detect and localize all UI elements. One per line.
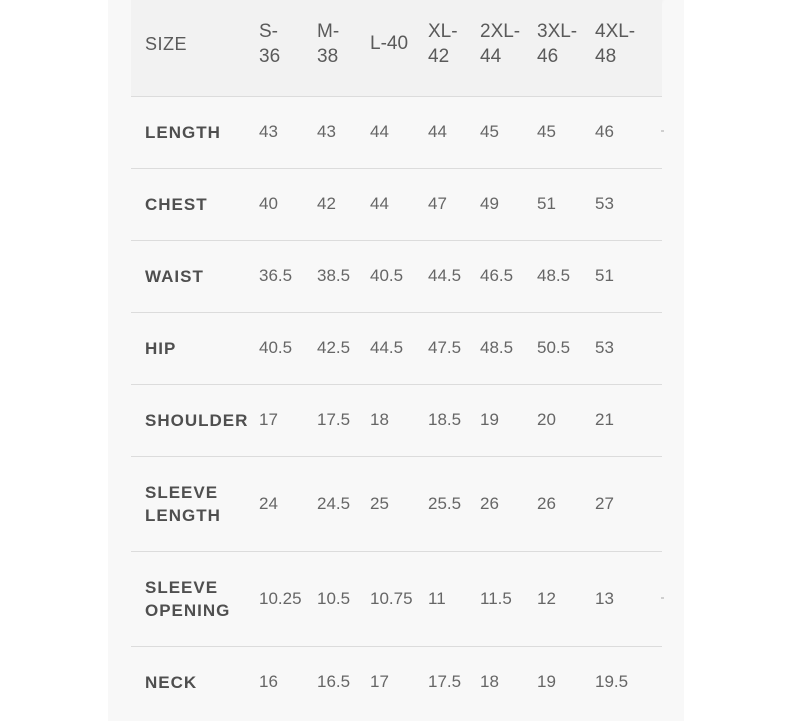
table-cell: 53	[595, 338, 614, 357]
table-cell: 44.5	[428, 266, 462, 285]
table-cell: 51	[537, 194, 556, 213]
column-header-2xl: 2XL- 44	[480, 20, 521, 67]
table-cell: 48.5	[537, 266, 571, 285]
table-cell: 12	[537, 588, 556, 608]
table-row-length	[131, 96, 662, 168]
table-cell: 26	[480, 493, 499, 513]
table-row-sleeve-length	[131, 456, 662, 551]
table-cell: 19	[537, 672, 556, 692]
table-cell: 45	[480, 122, 499, 141]
table-cell: 17.5	[317, 410, 351, 429]
table-row-waist	[131, 240, 662, 312]
column-header-m: M- 38	[317, 20, 340, 67]
table-cell: 26	[537, 493, 556, 513]
table-cell: 45	[537, 122, 556, 141]
table-cell: 43	[259, 122, 278, 141]
column-header-l: L-40	[370, 33, 409, 55]
table-cell: 48.5	[480, 338, 514, 357]
table-cell: 43	[317, 122, 336, 141]
table-cell: 38.5	[317, 266, 351, 285]
row-label: SLEEVE LENGTH	[145, 482, 221, 525]
table-cell: 10.5	[317, 588, 351, 608]
table-cell: 10.75	[370, 588, 413, 608]
table-cell: 25	[370, 493, 389, 513]
table-cell: 24.5	[317, 493, 351, 513]
table-row-neck	[131, 646, 662, 718]
table-cell: 44	[428, 122, 447, 141]
column-header-size: SIZE	[145, 34, 188, 55]
table-row-sleeve-opening	[131, 551, 662, 646]
table-cell: 53	[595, 194, 614, 213]
cut-off-column-mark	[661, 130, 664, 132]
column-header-4xl: 4XL- 48	[595, 20, 636, 67]
size-chart-table	[131, 0, 662, 718]
row-label: WAIST	[145, 266, 204, 286]
row-label: LENGTH	[145, 122, 221, 142]
table-cell: 17	[370, 672, 389, 692]
row-label: HIP	[145, 338, 177, 358]
table-cell: 36.5	[259, 266, 293, 285]
header-row	[131, 0, 662, 96]
table-cell: 42.5	[317, 338, 351, 357]
table-cell: 16.5	[317, 672, 351, 692]
row-label: CHEST	[145, 194, 208, 214]
table-cell: 10.25	[259, 588, 302, 608]
table-row-chest	[131, 168, 662, 240]
table-cell: 19.5	[595, 672, 629, 692]
table-cell: 46	[595, 122, 614, 141]
table-row-hip	[131, 312, 662, 384]
table-cell: 44	[370, 122, 389, 141]
table-cell: 19	[480, 410, 499, 429]
table-cell: 47	[428, 194, 447, 213]
table-cell: 18	[370, 410, 389, 429]
table-cell: 46.5	[480, 266, 514, 285]
table-cell: 27	[595, 493, 614, 513]
table-cell: 17	[259, 410, 278, 429]
row-label: SHOULDER	[145, 410, 249, 430]
table-cell: 17.5	[428, 672, 462, 692]
table-cell: 11	[428, 588, 446, 608]
table-cell: 18.5	[428, 410, 462, 429]
table-cell: 24	[259, 493, 278, 513]
row-label: SLEEVE OPENING	[145, 577, 231, 620]
table-cell: 25.5	[428, 493, 462, 513]
table-cell: 21	[595, 410, 614, 429]
row-label: NECK	[145, 672, 198, 692]
column-header-s: S- 36	[259, 20, 281, 67]
column-header-3xl: 3XL- 46	[537, 20, 578, 67]
table-cell: 16	[259, 672, 278, 692]
table-cell: 40.5	[370, 266, 404, 285]
table-cell: 47.5	[428, 338, 462, 357]
table-cell: 51	[595, 266, 614, 285]
table-row-shoulder	[131, 384, 662, 456]
table-cell: 40.5	[259, 338, 293, 357]
table-cell: 44	[370, 194, 389, 213]
table-cell: 49	[480, 194, 499, 213]
table-cell: 20	[537, 410, 556, 429]
column-header-xl: XL- 42	[428, 20, 458, 67]
cut-off-column-mark	[661, 597, 664, 599]
table-cell: 11.5	[480, 588, 512, 608]
table-cell: 42	[317, 194, 336, 213]
table-cell: 13	[595, 588, 614, 608]
table-cell: 40	[259, 194, 278, 213]
table-cell: 18	[480, 672, 499, 692]
table-cell: 44.5	[370, 338, 404, 357]
table-cell: 50.5	[537, 338, 571, 357]
